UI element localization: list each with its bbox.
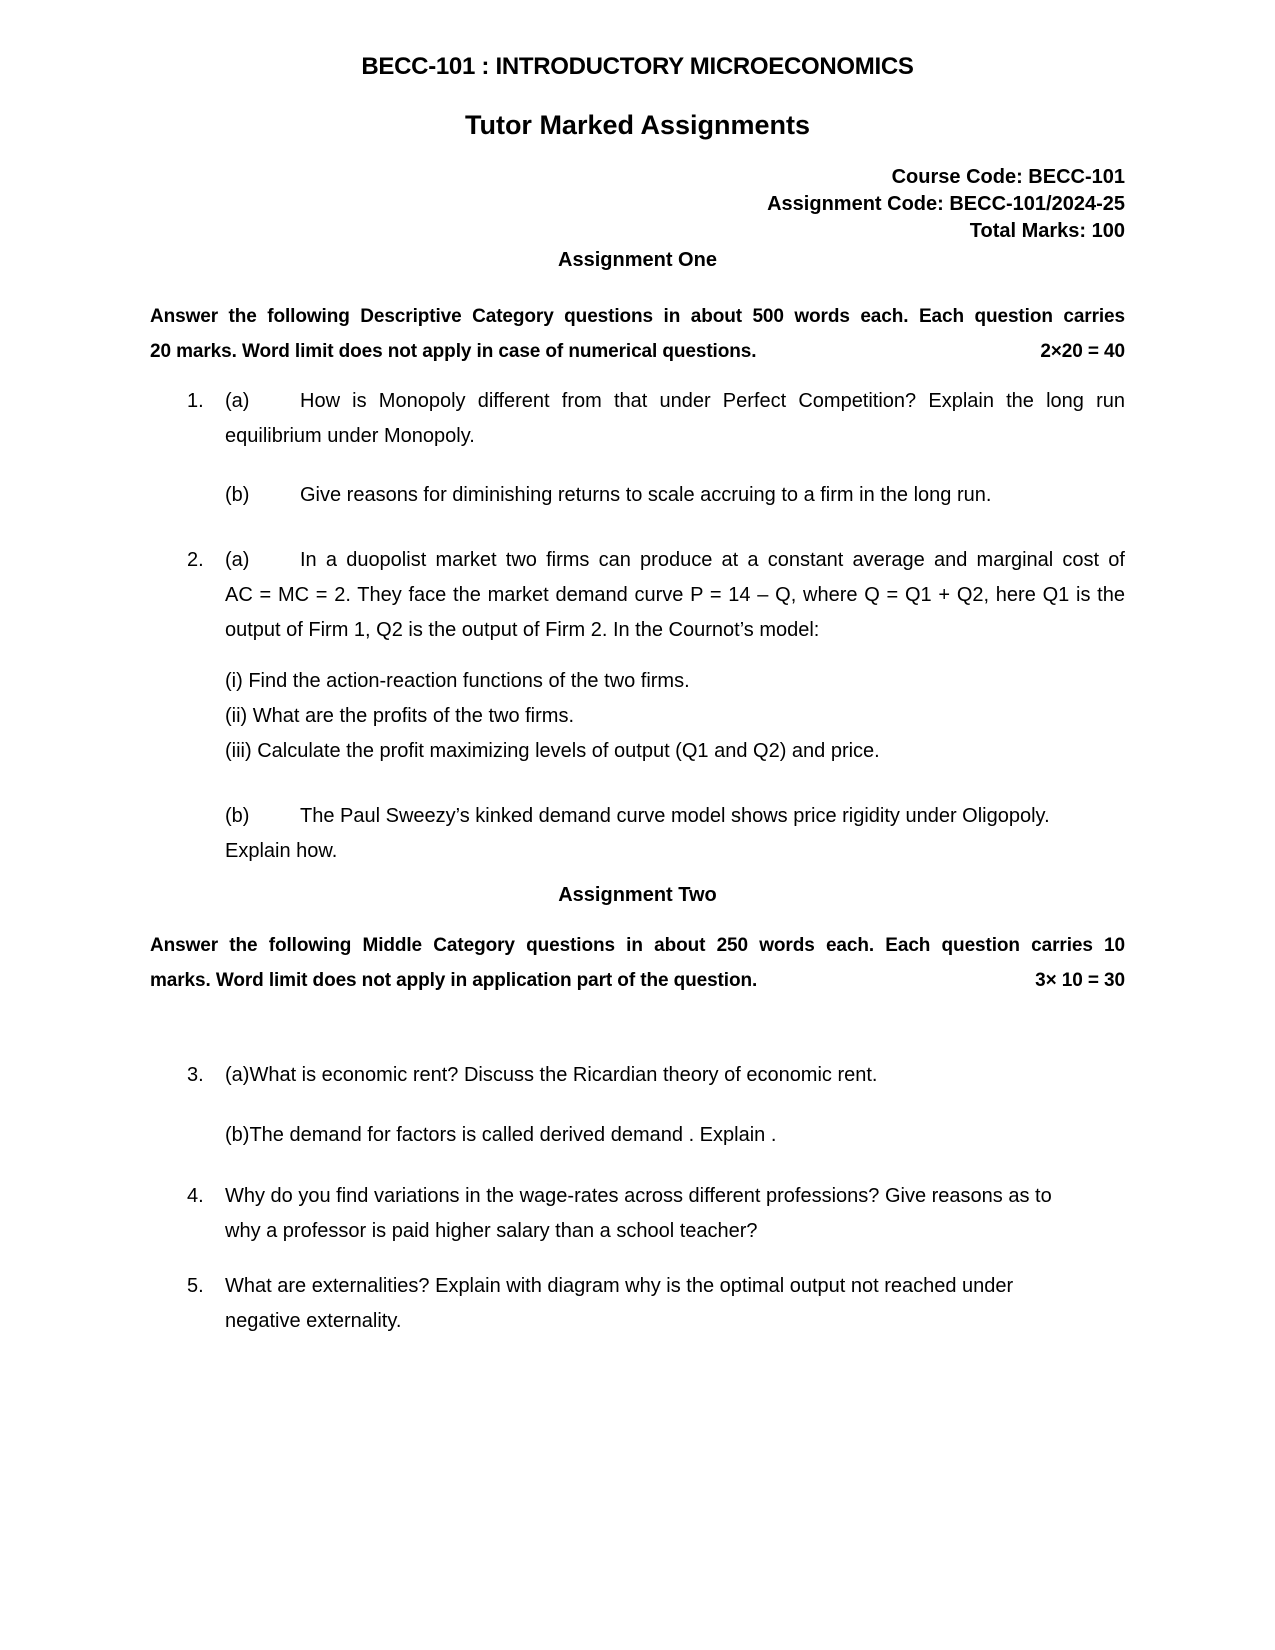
- question-3-part-a: [150, 1058, 1125, 1093]
- instruction-line: 20 marks. Word limit does not apply in case of numerical questions.: [150, 341, 757, 362]
- meta-block: [150, 164, 1125, 245]
- part-a-label: (a): [225, 549, 250, 571]
- question-line: [225, 543, 1125, 578]
- assignment-two-marks: 3× 10 = 30: [1035, 970, 1125, 991]
- page-title: BECC-101 : INTRODUCTORY MICROECONOMICS: [361, 53, 914, 80]
- subpart-line: (iii) Calculate the profit maximizing levels of output (Q1 and Q2) and price.: [225, 740, 880, 762]
- subpart-line: (i) Find the action-reaction functions of the two firms.: [225, 670, 690, 692]
- question-text: In a duopolist market two firms can produce at a constant average and marginal cost of: [300, 549, 1125, 571]
- question-2-part-a: [150, 543, 1125, 648]
- question-5: [150, 1269, 1125, 1339]
- question-line: why a professor is paid higher salary than a school teacher?: [225, 1220, 758, 1242]
- question-line: [225, 799, 1125, 834]
- question-line: Explain how.: [225, 840, 338, 862]
- question-line: (a)What is economic rent? Discuss the Ricardian theory of economic rent.: [225, 1064, 878, 1086]
- assignment-code: Assignment Code: BECC-101/2024-25: [767, 193, 1125, 215]
- part-b-label: (b): [225, 484, 250, 506]
- question-line: [225, 384, 1125, 419]
- question-line: equilibrium under Monopoly.: [225, 425, 475, 447]
- part-a-label: (a): [225, 390, 250, 412]
- instruction-line: Answer the following Middle Category questions in about 250 words each. Each question carries 10: [150, 935, 1125, 956]
- instruction-line: marks. Word limit does not apply in application part of the question.: [150, 970, 758, 991]
- question-text: Give reasons for diminishing returns to scale accruing to a firm in the long run.: [300, 484, 992, 506]
- question-1-number: 1.: [187, 390, 204, 412]
- question-5-number: 5.: [187, 1275, 204, 1297]
- question-3-part-b: [150, 1118, 1125, 1153]
- question-line: AC = MC = 2. They face the market demand curve P = 14 – Q, where Q = Q1 + Q2, here Q1 is the: [225, 584, 1125, 606]
- question-line: (b)The demand for factors is called derived demand . Explain .: [225, 1124, 777, 1146]
- subpart-line: (ii) What are the profits of the two firms.: [225, 705, 574, 727]
- question-line: What are externalities? Explain with diagram why is the optimal output not reached under: [225, 1275, 1014, 1297]
- question-4: [150, 1179, 1125, 1249]
- question-3-number: 3.: [187, 1064, 204, 1086]
- question-2-subparts: [150, 664, 1125, 769]
- assignment-one-instructions: [150, 299, 1125, 369]
- question-line: negative externality.: [225, 1310, 402, 1332]
- question-line: Why do you find variations in the wage-rates across different professions? Give reasons as to: [225, 1185, 1052, 1207]
- question-1-part-a: [150, 384, 1125, 454]
- instruction-line: Answer the following Descriptive Category questions in about 500 words each. Each question carries: [150, 306, 1125, 327]
- question-2-part-b: [150, 799, 1125, 869]
- question-line: [225, 478, 1125, 513]
- assignment-two-instructions: [150, 928, 1125, 998]
- question-text: The Paul Sweezy’s kinked demand curve model shows price rigidity under Oligopoly.: [300, 805, 1050, 827]
- question-2-number: 2.: [187, 549, 204, 571]
- part-b-label: (b): [225, 805, 250, 827]
- course-code: Course Code: BECC-101: [891, 166, 1125, 188]
- question-text: How is Monopoly different from that under Perfect Competition? Explain the long run: [300, 390, 1125, 412]
- question-line: output of Firm 1, Q2 is the output of Firm 2. In the Cournot’s model:: [225, 619, 820, 641]
- assignment-one-heading: Assignment One: [558, 249, 717, 271]
- assignment-two-heading: Assignment Two: [558, 884, 717, 906]
- assignment-one-marks: 2×20 = 40: [1040, 341, 1125, 362]
- question-4-number: 4.: [187, 1185, 204, 1207]
- question-1-part-b: [150, 478, 1125, 513]
- page-subtitle: Tutor Marked Assignments: [464, 110, 811, 140]
- total-marks: Total Marks: 100: [969, 220, 1125, 242]
